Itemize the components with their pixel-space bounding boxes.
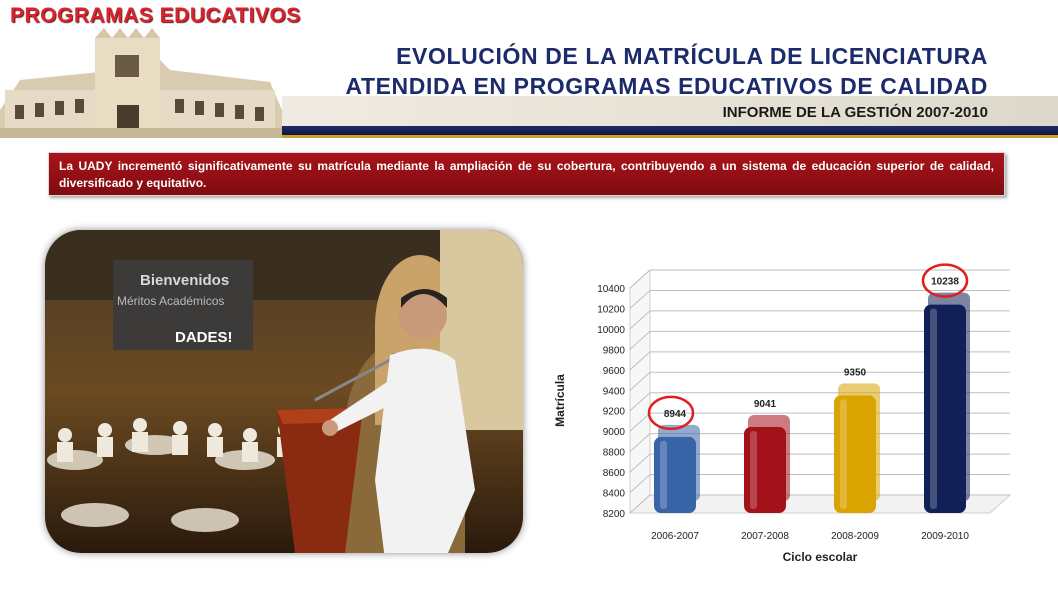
- university-building-image: [0, 10, 282, 138]
- x-tick-label: 2008-2009: [831, 531, 879, 542]
- summary-banner: La UADY incrementó significativamente su matrícula mediante la ampliación de su cobertura, contribuyendo a un sistema de educación superior de calidad, diversificado y equitativo.: [48, 152, 1005, 196]
- y-tick-label: 8200: [602, 509, 625, 520]
- y-tick-label: 8400: [602, 488, 625, 500]
- y-tick-label: 10400: [597, 284, 625, 295]
- x-tick-label: 2006-2007: [651, 531, 699, 542]
- y-tick-label: 9800: [602, 345, 625, 357]
- y-tick-label: 9400: [602, 386, 625, 398]
- report-label: INFORME DE LA GESTIÓN 2007-2010: [722, 104, 988, 121]
- page-title-line-1: EVOLUCIÓN DE LA MATRÍCULA DE LICENCIATURA: [396, 43, 988, 69]
- event-photo: [45, 230, 523, 553]
- data-label: 9041: [753, 398, 777, 410]
- y-tick-label: 10200: [597, 304, 625, 316]
- bar-highlight: [840, 399, 847, 509]
- chart-side-wall: [630, 270, 650, 513]
- y-tick-label: 9000: [602, 427, 625, 439]
- data-label: 8944: [663, 408, 687, 420]
- y-tick-label: 8800: [602, 447, 625, 459]
- section-label: PROGRAMAS EDUCATIVOS: [10, 4, 301, 27]
- data-label: 9350: [843, 367, 867, 379]
- x-tick-label: 2009-2010: [921, 531, 969, 542]
- bar-highlight: [750, 431, 757, 509]
- data-label: 10238: [931, 276, 959, 288]
- photo-sign-line-3: DADES!: [175, 329, 233, 346]
- enrollment-chart: [540, 250, 1020, 580]
- y-tick-label: 8600: [602, 468, 625, 480]
- bar-highlight: [930, 309, 937, 509]
- y-tick-label: 10000: [597, 324, 625, 336]
- y-tick-label: 9200: [602, 406, 625, 418]
- page-title-line-2: ATENDIDA EN PROGRAMAS EDUCATIVOS DE CALIDAD: [345, 73, 988, 99]
- bar-highlight: [660, 441, 667, 509]
- y-axis-label: Matrícula: [553, 374, 567, 427]
- photo-sign-line-1: Bienvenidos: [140, 272, 230, 289]
- photo-sign-line-2: Méritos Académicos: [117, 294, 225, 308]
- y-tick-label: 9600: [602, 365, 625, 377]
- x-tick-label: 2007-2008: [741, 531, 789, 542]
- x-axis-label: Ciclo escolar: [782, 550, 858, 564]
